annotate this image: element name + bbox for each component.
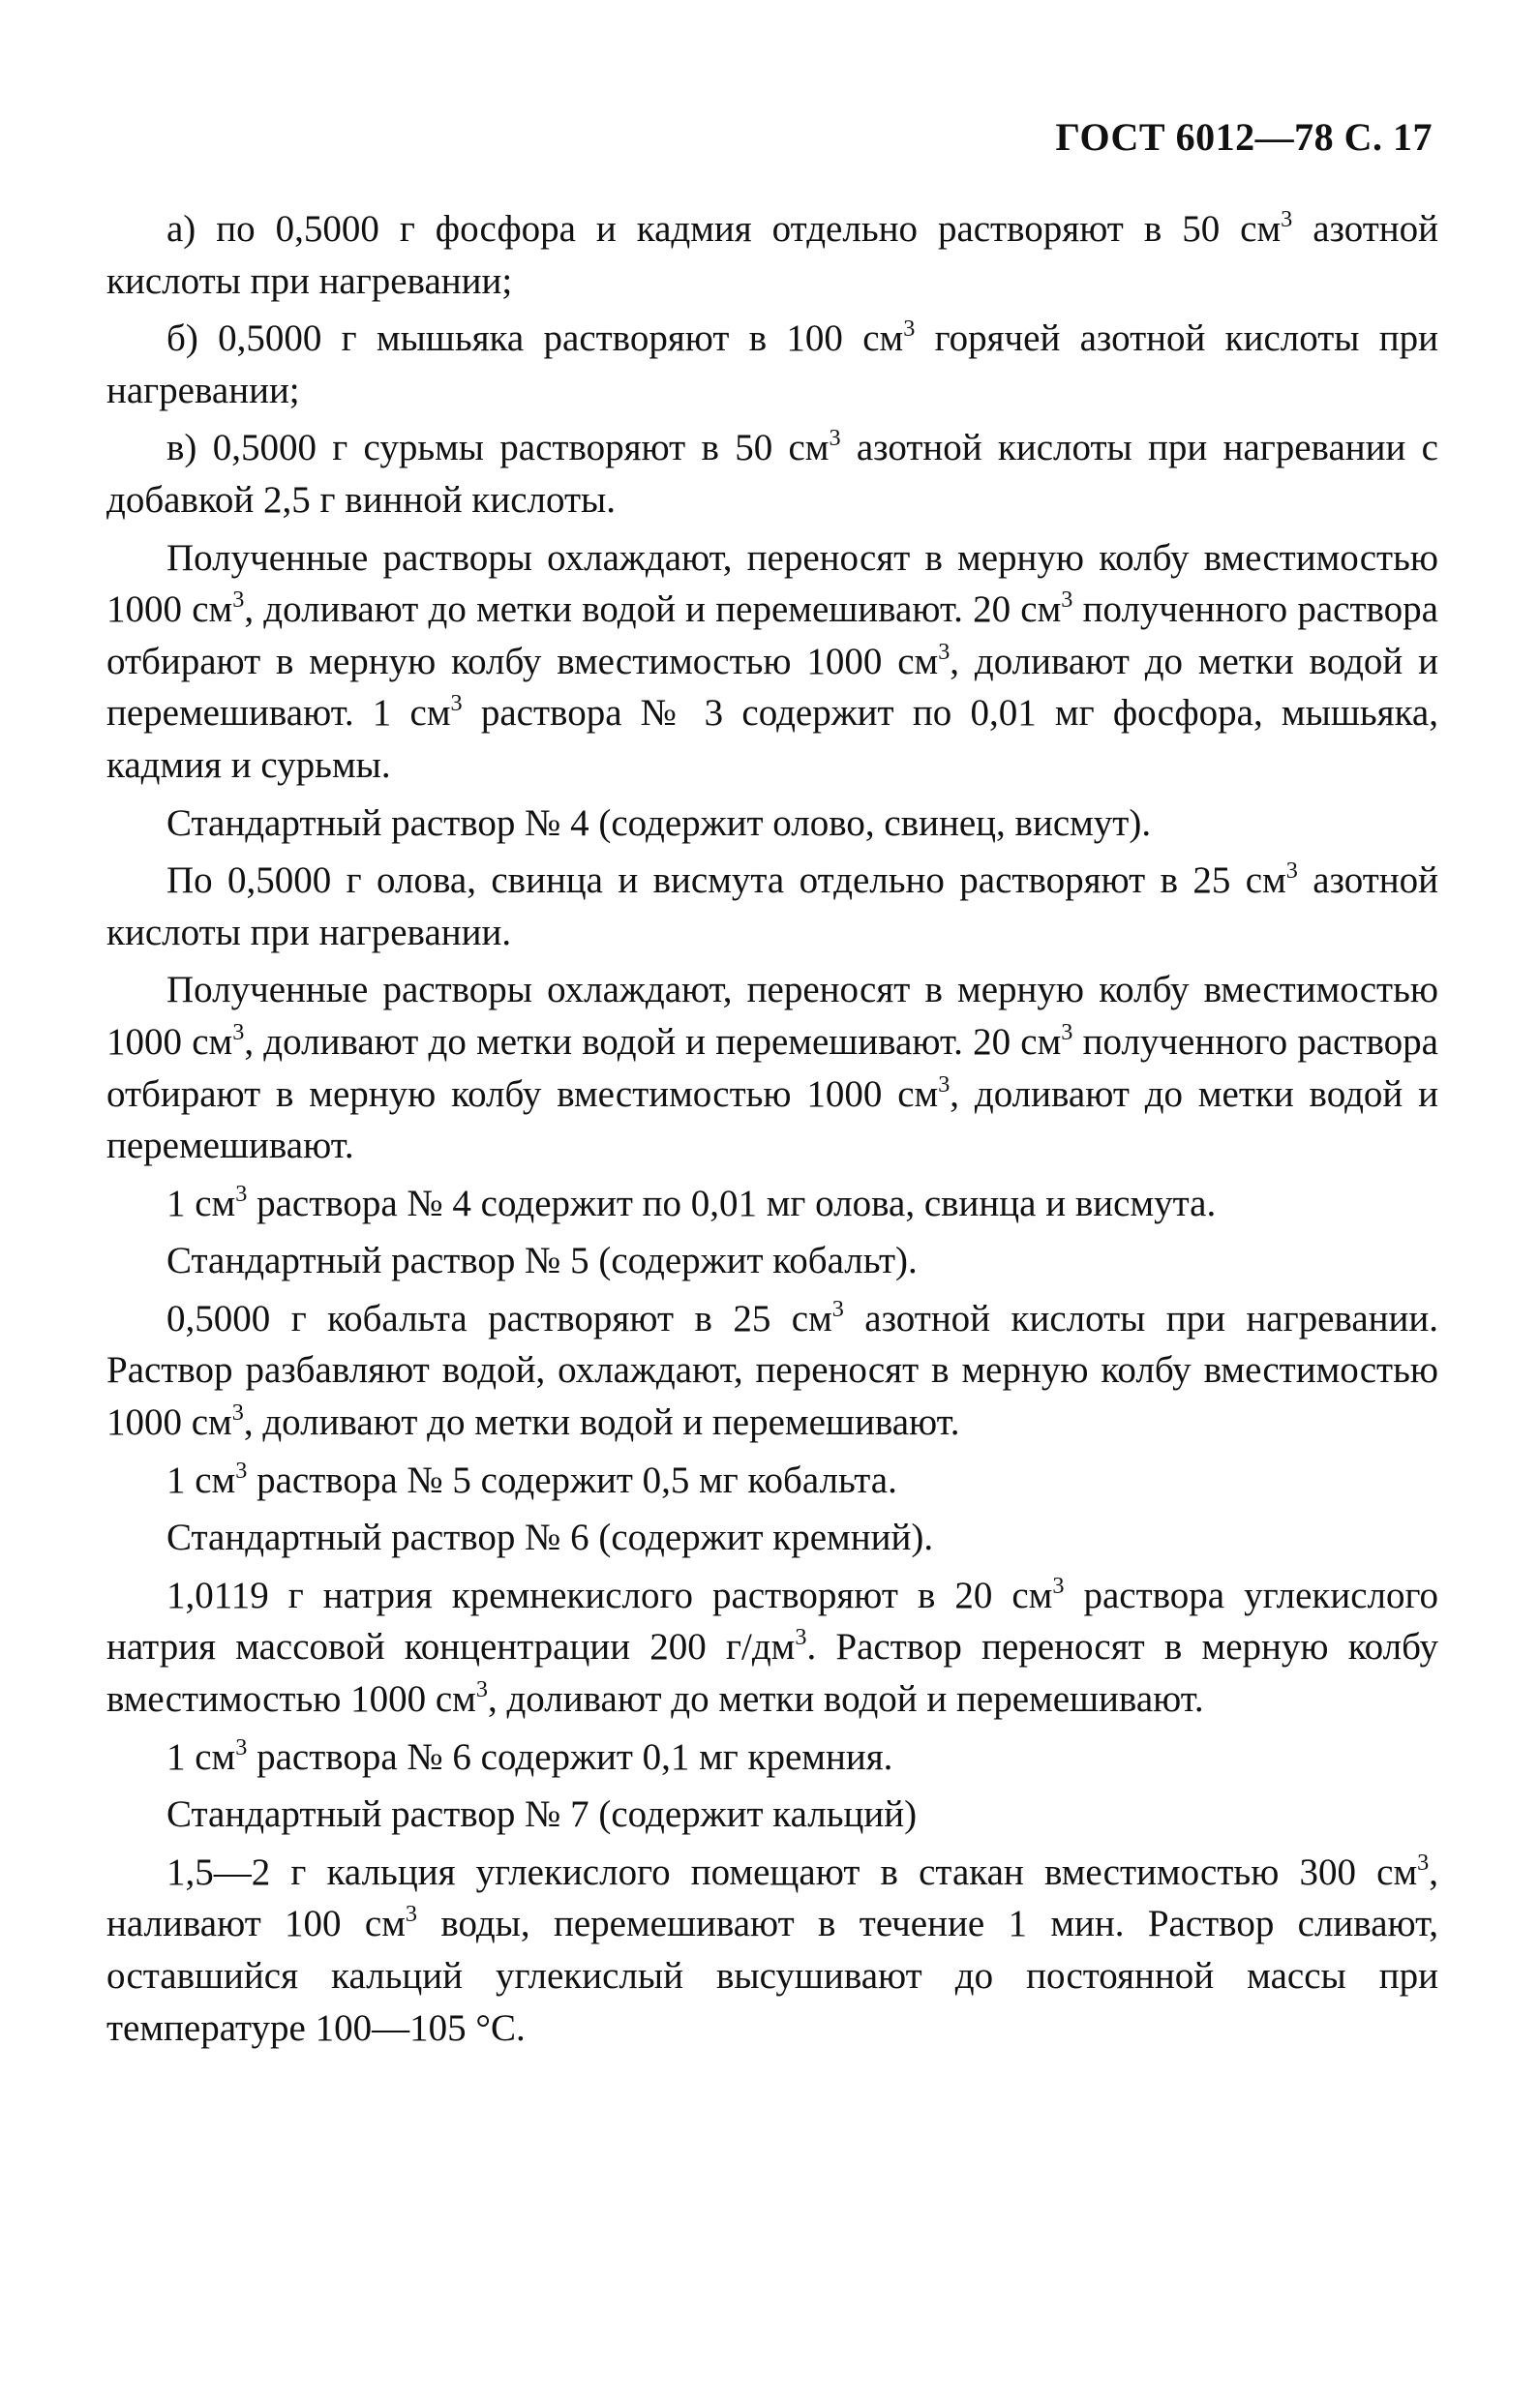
superscript-3: 3 [405,1901,417,1928]
superscript-3: 3 [829,425,841,452]
superscript-3: 3 [1061,587,1073,614]
paragraph: в) 0,5000 г сурьмы растворяют в 50 $см^3$ азотной кислоты при нагревании с добавкой 2,5 г винной кислоты. [106,425,1438,521]
paragraph: б) 0,5000 г мышьяка растворяют в 100 $см^3$ горячей азотной кислоты при нагревании; [106,316,1438,411]
superscript-3: 3 [235,1733,248,1761]
superscript-3: 3 [831,1295,844,1322]
paragraph: 1 $см^3$ раствора № 5 содержит 0,5 мг кобальта. [166,1457,897,1501]
superscript-3: 3 [938,1070,951,1098]
paragraph: Полученные растворы охлаждают, переносят в мерную колбу вместимостью 1000 $см^3$, доливают до метки водой и перемешивают. 20 $см^3$ полученного раствора отбирают в мерную колбу вместимостью 1000 $см^3$, доливают до метки водой и перемешивают. 1 $см^3$ раствора № 3 содержит по 0,01 мг фосфора, мышьяка, кадмия и сурьмы. [106,536,1438,786]
paragraph: Полученные растворы охлаждают, переносят в мерную колбу вместимостью 1000 $см^3$, доливают до метки водой и перемешивают. 20 $см^3$ полученного раствора отбирают в мерную колбу вместимостью 1000 $см^3$, доливают до метки водой и перемешивают. [106,969,1438,1167]
superscript-3: 3 [938,638,951,665]
superscript-3: 3 [231,1400,244,1427]
paragraph: Стандартный раствор № 5 (содержит кобальт). [166,1240,918,1282]
superscript-3: 3 [232,587,245,614]
superscript-3: 3 [1052,1572,1065,1599]
superscript-3: 3 [450,690,463,717]
paragraph: Стандартный раствор № 4 (содержит олово, свинец, висмут). [166,801,1152,844]
superscript-3: 3 [1417,1849,1430,1876]
superscript-3: 3 [1285,858,1298,885]
paragraph: Стандартный раствор № 7 (содержит кальций) [166,1793,918,1836]
superscript-3: 3 [235,1180,248,1207]
superscript-3: 3 [475,1676,488,1703]
body-text [106,203,1438,2060]
superscript-3: 3 [795,1624,807,1651]
paragraph: 1 $см^3$ раствора № 6 содержит 0,1 мг кремния. [166,1733,893,1778]
paragraph: Стандартный раствор № 6 (содержит кремний). [166,1517,934,1559]
paragraph: 1 $см^3$ раствора № 4 содержит по 0,01 мг олова, свинца и висмута. [166,1180,1217,1224]
paragraph: 1,5—2 г кальция углекислого помещают в стакан вместимостью 300 $см^3$, наливают 100 $см^3$ воды, перемешивают в течение 1 мин. Раствор сливают, оставшийся кальций углекислый высушивают до постоянной массы при температуре 100—105 °С. [106,1849,1438,2049]
paragraph: По 0,5000 г олова, свинца и висмута отдельно растворяют в 25 $см^3$ азотной кислоты при нагревании. [106,858,1438,953]
page-header: ГОСТ 6012—78 С. 17 [1055,115,1433,159]
paragraph: 0,5000 г кобальта растворяют в 25 $см^3$ азотной кислоты при нагревании. Раствор разбавляют водой, охлаждают, переносят в мерную колбу вместимостью 1000 $см^3$, доливают до метки водой и перемешивают. [106,1295,1439,1444]
paragraph: а) по 0,5000 г фосфора и кадмия отдельно растворяют в 50 $см^3$ азотной кислоты при нагревании; [106,206,1438,302]
superscript-3: 3 [903,316,916,343]
superscript-3: 3 [1061,1018,1073,1045]
superscript-3: 3 [232,1018,245,1045]
superscript-3: 3 [1281,206,1293,233]
paragraph: 1,0119 г натрия кремнекислого растворяют в 20 $см^3$ раствора углекислого натрия массовой концентрации 200 $г/дм^3$. Раствор переносят в мерную колбу вместимостью 1000 $см^3$, доливают до метки водой и перемешивают. [106,1572,1438,1721]
superscript-3: 3 [235,1457,248,1484]
